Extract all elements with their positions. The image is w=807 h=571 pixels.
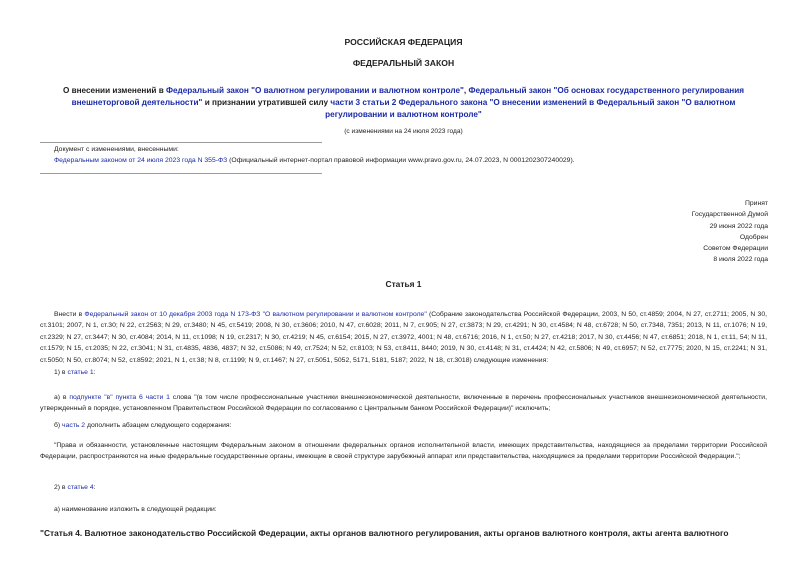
item-1a bbox=[40, 392, 767, 415]
item-2 bbox=[40, 482, 767, 493]
title-link-part3-article2[interactable]: части 3 статьи 2 Федерального закона "О внесении изменений в Федеральный закон "О валютном регулировании и валютном контроле" bbox=[325, 98, 736, 119]
adopted-date: 29 июня 2022 года bbox=[709, 222, 768, 230]
approved-by: Советом Федерации bbox=[703, 245, 768, 253]
article-4-new-title: "Статья 4. Валютное законодательство Российской Федерации, акты органов валютного регулирования, акты органов валютного контроля, акты агента валютного bbox=[40, 528, 729, 538]
p4-text-b: дополнить абзацем следующего содержания: bbox=[85, 422, 232, 429]
adoption-block bbox=[568, 198, 768, 266]
item-1 bbox=[40, 367, 767, 378]
title-text-2: , bbox=[463, 86, 469, 95]
title-link-trade-law[interactable]: Федеральный закон "Об основах государственного регулирования внешнеторговой деятельности" bbox=[71, 86, 745, 107]
title-text-3: и признании утратившей силу bbox=[202, 98, 331, 107]
amending-law-link[interactable]: Федеральным законом от 24 июля 2023 года N 355-ФЗ bbox=[54, 157, 228, 164]
divider-bottom bbox=[40, 173, 322, 174]
country-heading: РОССИЙСКАЯ ФЕДЕРАЦИЯ bbox=[344, 37, 463, 47]
p3-text-b: слова "(в том числе профессиональные участники внешнеэкономической деятельности, включенные в перечень профессиональных участников внешнеэкономической деятельности, утвержденный в порядке, установленном Правительством Российской Федерации по согласованию с Центральным банком Российской Федерации)" исключить; bbox=[40, 394, 767, 413]
approved-label: Одобрен bbox=[739, 233, 768, 241]
p6-text-b: : bbox=[93, 484, 96, 491]
p3-text-a: а) в bbox=[54, 394, 70, 401]
p2-text-b: : bbox=[93, 369, 96, 376]
divider-top bbox=[40, 142, 322, 143]
adopted-by: Государственной Думой bbox=[691, 211, 768, 219]
approved-date: 8 июля 2022 года bbox=[713, 256, 768, 264]
article-4-link[interactable]: статье 4 bbox=[67, 484, 94, 491]
p1-text-b: (Собрание законодательства Российской Федерации, 2003, N 50, ст.4859; 2004, N 27, ст.2711; 2005, N 30, ст.3101; 2007, N 1, ст.30; N 22, ст.2563; N 29, ст.3480; N 45, ст.5419; 2008, N 30, ст.3606; 2010, N 47, ст.6028; 2011, N 7, ст.905; N 27, ст.3873; N 29, ст.4291; N 30, ст.4584; N 48, ст.6728; N 50, ст.7348, 7351; 2013, N 11, ст.1076; N 19, ст.2329; N 27, ст.3447; N 30, ст.4084; 2014, N 11, ст.1098; N 19, ст.2317; N 30, ст.4219; N 45, ст.6154; 2015, N 27, ст.3972, 4001; N 48, ст.6716; 2016, N 1, ст.50; N 27, ст.4218; 2017, N 30, ст.4456; N 47, ст.6851; 2018, N 1, ст.11, 54; N 11, ст.1579; N 15, ст.2035; N 22, ст.3041; N 31, ст.4835, 4836, 4837; N 32, ст.5086; N 49, ст.7524; N 52, ст.8103; N 53, ст.8411, 8440; 2019, N 30, ст.4148; N 31, ст.4424; N 42, ст.5806; N 49, ст.6957; N 52, ст.7775; 2020, N 15, ст.2241; N 31, ст.5050; N 50, ст.8074; N 52, ст.8592; 2021, N 1, ст.38; N 8, ст.1199; N 9, ст.1467; N 27, ст.5051, 5052, 5171, 5181, 5187; 2022, N 18, ст.3018) следующие изменения: bbox=[40, 311, 767, 364]
article-1-link[interactable]: статье 1 bbox=[67, 369, 94, 376]
adopted-label: Принят bbox=[744, 200, 768, 207]
p4-text-a: б) bbox=[54, 422, 63, 429]
item-2a: а) наименование изложить в следующей редакции: bbox=[54, 506, 217, 513]
title-text-1: О внесении изменений в bbox=[62, 86, 167, 95]
article-1-heading: Статья 1 bbox=[385, 279, 422, 289]
revision-note: (с изменениями на 24 июля 2023 года) bbox=[344, 128, 463, 135]
amending-law-source: (Официальный интернет-портал правовой информации www.pravo.gov.ru, 24.07.2023, N 0001202307240029). bbox=[227, 157, 575, 164]
changes-reference bbox=[54, 157, 575, 164]
title-link-currency-law[interactable]: Федеральный закон "О валютном регулировании и валютном контроле" bbox=[166, 86, 464, 95]
law-173-fz-link[interactable]: Федеральный закон от 10 декабря 2003 года N 173-ФЗ "О валютном регулировании и валютном контроле" bbox=[84, 311, 427, 318]
item-1b bbox=[40, 420, 767, 431]
law-title bbox=[40, 85, 767, 121]
p1-text-a: Внести в bbox=[54, 311, 85, 318]
p2-text-a: 1) в bbox=[54, 369, 68, 376]
paragraph-amendments-intro bbox=[40, 309, 767, 366]
changes-heading: Документ с изменениями, внесенными: bbox=[54, 146, 179, 153]
part-2-link[interactable]: часть 2 bbox=[62, 422, 86, 429]
law-type-heading: ФЕДЕРАЛЬНЫЙ ЗАКОН bbox=[352, 58, 455, 68]
quoted-addition: "Права и обязанности, установленные настоящим Федеральным законом в отношении федеральных органов исполнительной власти, имеющих представительства, находящиеся за пределами территории Российской Федерации, распространяются на иные федеральные государственные органы, имеющие в своей структуре зарубежный аппарат или представительства, находящиеся за пределами территории Российской Федерации."; bbox=[40, 442, 767, 461]
subparagraph-v-link[interactable]: подпункте "в" пункта 6 части 1 bbox=[69, 394, 170, 401]
p6-text-a: 2) в bbox=[54, 484, 68, 491]
